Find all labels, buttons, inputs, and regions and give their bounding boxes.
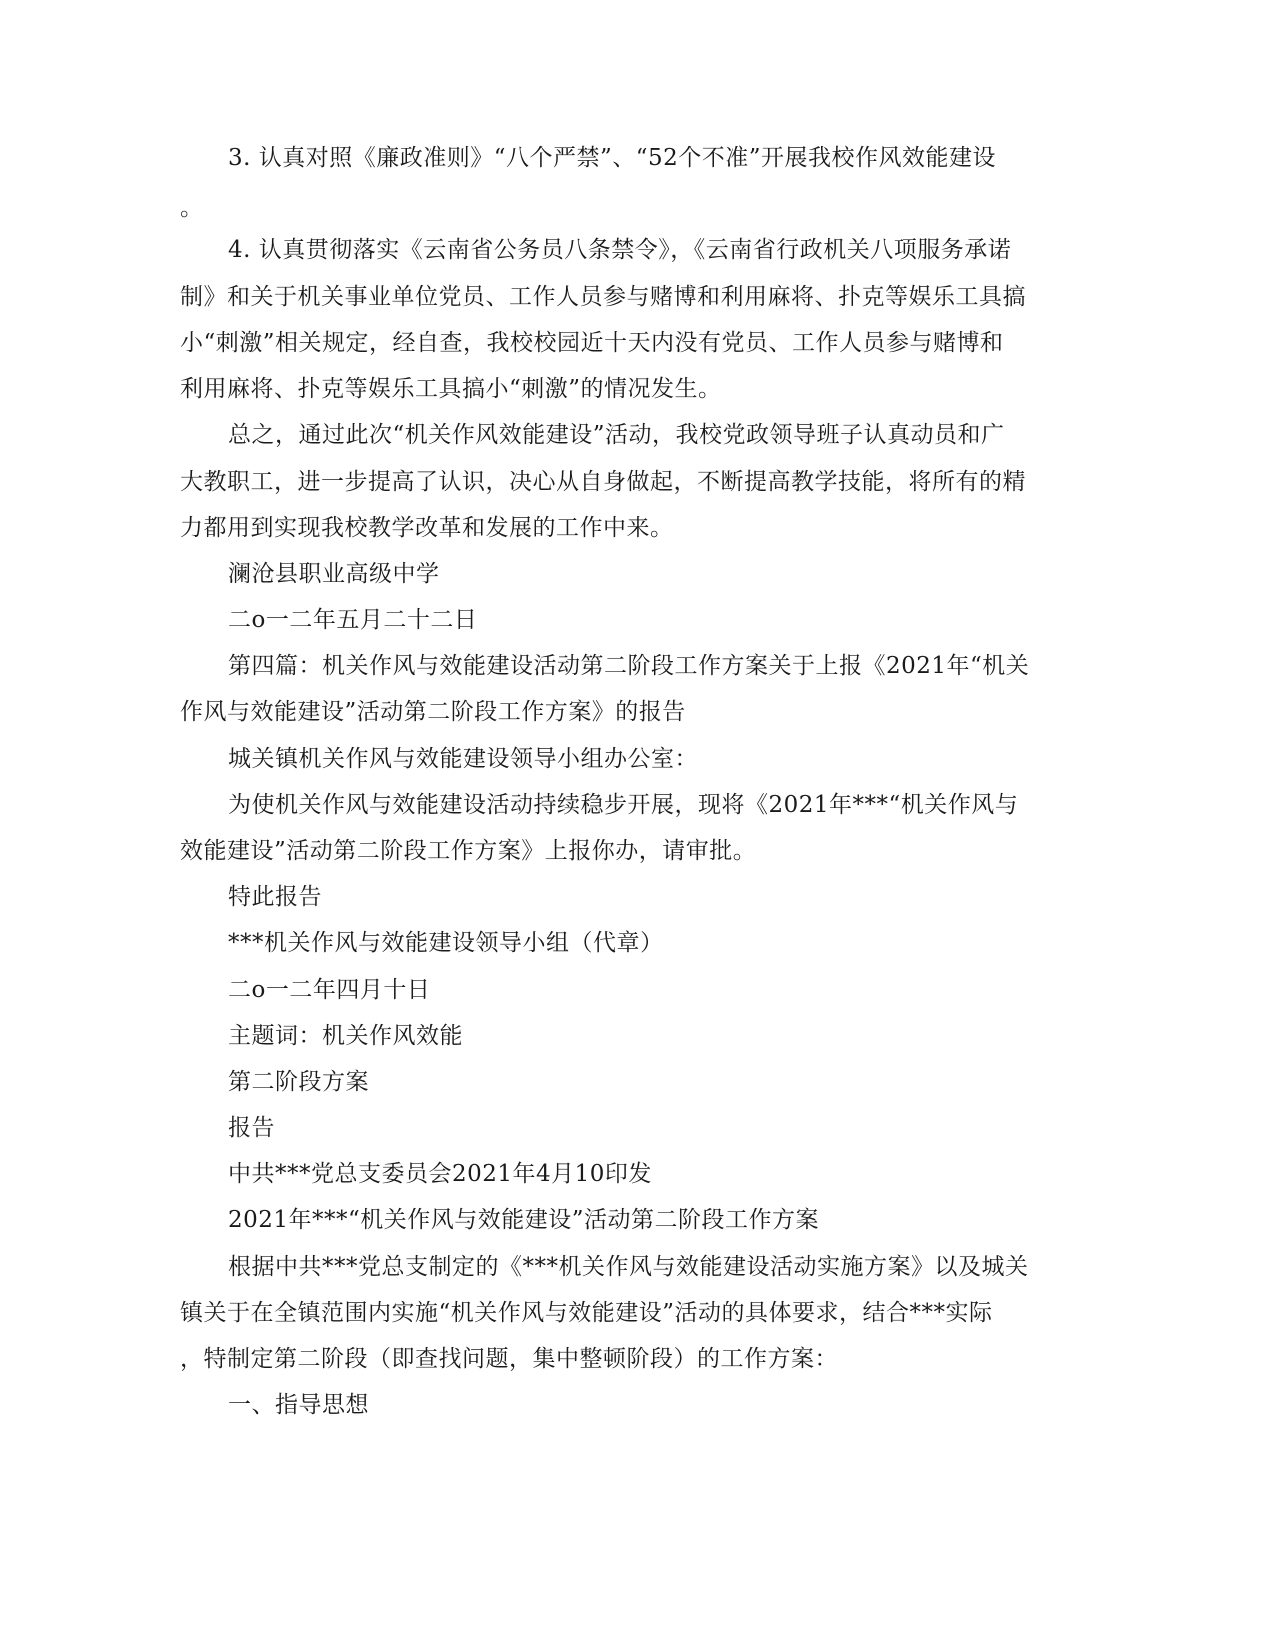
paragraph-line: 利用麻将、扑克等娱乐工具搞小“刺激”的情况发生。 [180, 376, 722, 402]
closing-line: 特此报告 [228, 884, 322, 910]
paragraph-line: 3. 认真对照《廉政准则》“八个严禁”、“52个不准”开展我校作风效能建设 [228, 145, 997, 171]
subject-words: 主题词：机关作风效能 [228, 1023, 463, 1049]
paragraph-line: 效能建设”活动第二阶段工作方案》上报你办，请审批。 [180, 838, 757, 864]
paragraph-line: ，特制定第二阶段（即查找问题，集中整顿阶段）的工作方案： [180, 1346, 838, 1372]
paragraph-line: 为使机关作风与效能建设活动持续稳步开展，现将《2021年***“机关作风与 [228, 792, 1019, 818]
paragraph-line: 总之，通过此次“机关作风效能建设”活动，我校党政领导班子认真动员和广 [228, 422, 1005, 448]
paragraph-line: 镇关于在全镇范围内实施“机关作风与效能建设”活动的具体要求，结合***实际 [180, 1300, 993, 1326]
subject-words: 第二阶段方案 [228, 1069, 369, 1095]
signatory: ***机关作风与效能建设领导小组（代章） [228, 930, 664, 956]
paragraph-line: 4. 认真贯彻落实《云南省公务员八条禁令》，《云南省行政机关八项服务承诺 [228, 237, 1012, 263]
section-heading: 一、指导思想 [228, 1392, 369, 1418]
plan-title: 2021年***“机关作风与效能建设”活动第二阶段工作方案 [228, 1207, 820, 1233]
signature-date: 二o一二年五月二十二日 [228, 607, 478, 633]
paragraph-line: 制》和关于机关事业单位党员、工作人员参与赌博和利用麻将、扑克等娱乐工具搞 [180, 284, 1026, 310]
subject-words: 报告 [228, 1115, 275, 1141]
report-date: 二o一二年四月十日 [228, 977, 431, 1003]
paragraph-line: 根据中共***党总支制定的《***机关作风与效能建设活动实施方案》以及城关 [228, 1254, 1029, 1280]
paragraph-line: 力都用到实现我校教学改革和发展的工作中来。 [180, 515, 674, 541]
paragraph-line: 小“刺激”相关规定，经自查，我校校园近十天内没有党员、工作人员参与赌博和 [180, 330, 1004, 356]
issuer-line: 中共***党总支委员会2021年4月10印发 [228, 1161, 652, 1187]
section-heading: 作风与效能建设”活动第二阶段工作方案》的报告 [180, 699, 686, 725]
signature-school-name: 澜沧县职业高级中学 [228, 561, 440, 587]
paragraph-line: 。 [180, 195, 204, 221]
addressee: 城关镇机关作风与效能建设领导小组办公室： [228, 746, 698, 772]
section-heading: 第四篇：机关作风与效能建设活动第二阶段工作方案关于上报《2021年“机关 [228, 653, 1030, 679]
paragraph-line: 大教职工，进一步提高了认识，决心从自身做起，不断提高教学技能，将所有的精 [180, 469, 1026, 495]
